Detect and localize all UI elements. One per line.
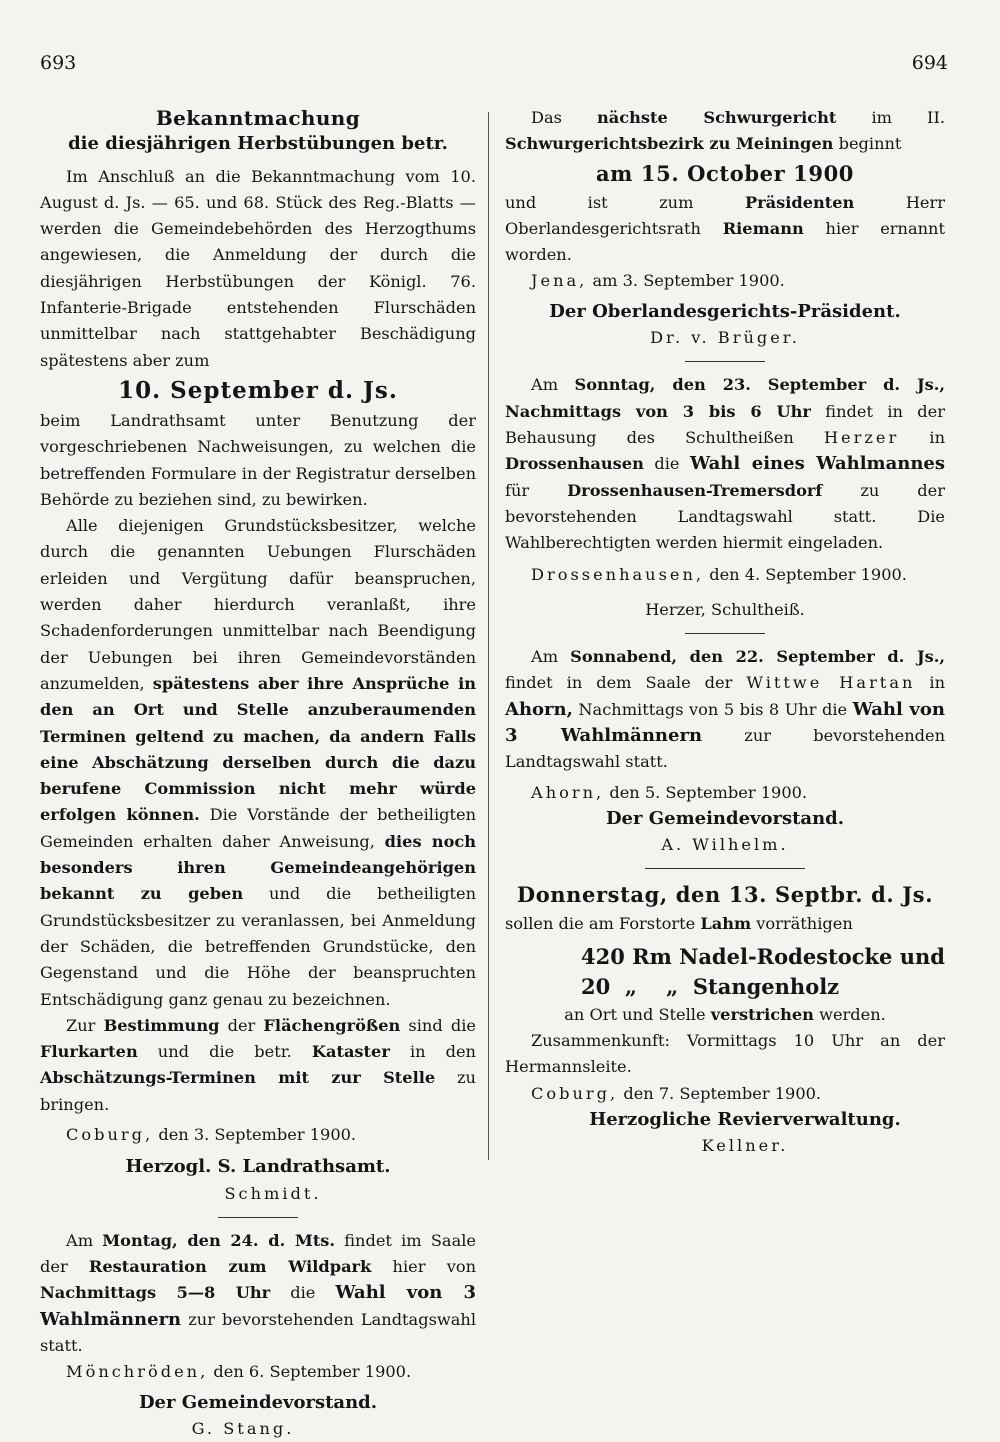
page-number-left: 693 <box>40 52 77 74</box>
court-date: am 15. October 1900 <box>595 160 855 186</box>
text: zur bevorstehenden Landtagswahl statt. <box>40 1309 476 1356</box>
place-date <box>40 1122 476 1148</box>
signature-name: A. Wilhelm. <box>661 835 789 855</box>
notice-paragraph <box>40 513 476 1013</box>
text: beginnt <box>838 134 902 154</box>
signature-name <box>505 597 945 623</box>
bold-text: Flurkarten <box>40 1042 138 1062</box>
notice-paragraph <box>505 911 945 937</box>
bold-text: Lahm <box>700 914 752 934</box>
text: Nachmittags von 5 bis 8 Uhr die <box>578 699 848 719</box>
page-number-right: 694 <box>911 52 948 74</box>
text: hier von <box>392 1257 477 1277</box>
text: Am <box>531 375 559 395</box>
text: Zur <box>66 1015 96 1035</box>
place-date <box>505 780 945 806</box>
notice-paragraph <box>505 1002 945 1028</box>
deadline-date: 10. September d. Js. <box>118 376 398 404</box>
bold-text: Montag, den 24. d. Mts. <box>102 1230 336 1250</box>
date: den 5. September 1900. <box>609 782 808 802</box>
auction-date: Donnerstag, den 13. Septbr. d. Js. <box>516 882 934 908</box>
bold-text: Wahl von 3 Wahlmännern <box>505 698 945 746</box>
text: hier ernannt worden. <box>505 218 945 265</box>
signature-office: Der Gemeindevorstand. <box>138 1391 378 1413</box>
signature-name: Kellner. <box>701 1136 789 1156</box>
text: für <box>505 480 530 500</box>
bold-text: Abschätzungs-Terminen mit zur Stelle <box>40 1068 436 1088</box>
notice-title: Bekanntmachung <box>155 106 361 130</box>
signature-office: Der Gemeindevorstand. <box>605 807 845 829</box>
text: findet im Saale der <box>40 1230 476 1277</box>
bold-text: spätestens aber ihre Ansprüche in den an Ort und Stelle anzuberaumenden Terminen geltend zu machen, da andern Falls eine Abschätzung derselben durch die dazu berufene Commission nicht mehr würde erfolgen können. <box>40 673 476 825</box>
place: Coburg, <box>531 1083 619 1103</box>
signature-office: Herzogl. S. Landrathsamt. <box>125 1156 391 1178</box>
bold-text: Ahorn, <box>505 698 573 720</box>
text: sind die <box>408 1015 476 1035</box>
notice-paragraph <box>40 1228 476 1359</box>
text: zu der bevorstehenden Landtagswahl statt. Die Wahlberechtigten werden hiermit eingeladen. <box>505 480 945 553</box>
signature-name: Dr. v. Brüger. <box>650 328 800 348</box>
notice-paragraph <box>505 644 945 775</box>
signature-office: Herzogliche Revierverwaltung. <box>589 1108 901 1130</box>
place: Ahorn, <box>531 782 605 802</box>
column-divider <box>488 112 489 1160</box>
text: findet in dem Saale der <box>505 673 733 693</box>
bold-text: nächste Schwurgericht <box>597 108 837 127</box>
bold-text: Riemann <box>722 218 804 238</box>
right-column <box>505 105 945 1160</box>
divider <box>685 361 765 362</box>
date: den 3. September 1900. <box>158 1124 357 1144</box>
text: an Ort und Stelle <box>564 1004 706 1024</box>
divider <box>218 1217 298 1218</box>
place: Coburg, <box>66 1124 154 1144</box>
place-date <box>505 268 945 294</box>
text: Herr Oberlandesgerichtsrath <box>505 192 945 238</box>
text: der <box>227 1015 256 1035</box>
place-date <box>505 562 945 588</box>
place-date <box>40 1359 476 1385</box>
bold-text: verstrichen <box>710 1004 814 1024</box>
notice-paragraph: Im Anschluß an die Bekanntmachung vom 10. August d. Js. — 65. und 68. Stück des Reg.-Blatts — werden die Gemeindebehörden des Herzogthums angewiesen, die Anmeldung der durch die diesjährigen Herbstübungen der Königl. 76. Infanterie-Brigade entstehenden Flurschäden unmittelbar nach stattgehabter Beschädigung spätestens aber zum <box>40 166 476 370</box>
text: und die betheiligten Grundstücksbesitzer zu veranlassen, bei Anmeldung der Schäden, die betreffenden Grundstücke, den Gegenstand und die Höhe der beanspruchten Entschädigung ganz genau zu bezeichnen. <box>40 884 476 1009</box>
text: Am <box>531 647 559 667</box>
bold-text: Flächengrößen <box>263 1015 401 1035</box>
text: findet in der Behausung des Schultheißen <box>505 401 945 447</box>
spaced-text: Herzer <box>823 427 900 447</box>
offer-line: 20 „ „ Stangenholz <box>581 973 840 999</box>
text: im II. <box>871 108 945 127</box>
text: in <box>929 427 945 447</box>
bold-text: Nachmittags 5—8 Uhr <box>40 1283 271 1303</box>
signature-office: Der Oberlandesgerichts-Präsident. <box>549 300 901 322</box>
text: zu bringen. <box>40 1068 476 1114</box>
text: und die betr. <box>157 1042 292 1062</box>
bold-text: Wahl eines Wahlmannes <box>689 453 945 475</box>
date: den 4. September 1900. <box>709 565 907 585</box>
text: Das <box>531 108 562 127</box>
place: Jena, <box>531 271 588 291</box>
text: zur bevorstehenden Landtagswahl statt. <box>505 725 945 772</box>
divider <box>685 633 765 634</box>
divider <box>645 868 805 869</box>
bold-text: Präsidenten <box>744 192 855 212</box>
date: am 3. September 1900. <box>592 271 785 291</box>
notice-paragraph <box>505 372 945 556</box>
text: und ist zum <box>505 192 694 212</box>
spaced-text: Wittwe Hartan <box>746 673 916 693</box>
text: vorräthigen <box>756 914 853 934</box>
text: Am <box>66 1230 94 1250</box>
notice-paragraph <box>505 105 945 158</box>
date: den 7. September 1900. <box>623 1083 822 1103</box>
bold-text: Sonnabend, den 22. September d. Js., <box>570 647 945 667</box>
place: Mönchröden, <box>66 1362 209 1382</box>
text: die <box>654 454 680 474</box>
bold-text: Drossenhausen-Tremersdorf <box>567 480 823 500</box>
bold-text: Drossenhausen <box>505 454 644 474</box>
bold-text: Sonntag, den 23. September d. Js., Nachmittags von 3 bis 6 Uhr <box>505 375 945 421</box>
signature-name: Schmidt. <box>224 1183 322 1203</box>
notice-paragraph: Zusammenkunft: Vormittags 10 Uhr an der Hermannsleite. <box>505 1031 945 1077</box>
text: werden. <box>819 1004 886 1024</box>
place: Drossenhausen, <box>531 565 705 585</box>
signature-name: G. Stang. <box>191 1418 295 1438</box>
bold-text: Wahl von 3 Wahlmännern <box>40 1282 476 1330</box>
notice-paragraph: beim Landrathsamt unter Benutzung der vorgeschriebenen Nachweisungen, zu welchen die betreffenden Formulare in der Registratur derselben Behörde zu beziehen sind, zu bewirken. <box>40 410 476 509</box>
bold-text: dies noch besonders ihren Gemeindeangehörigen bekannt zu geben <box>40 831 476 904</box>
offer-line: 420 Rm Nadel-Rodestocke und <box>581 943 945 969</box>
notice-paragraph <box>40 1013 476 1118</box>
text: sollen die am Forstorte <box>505 914 696 934</box>
signature-text: Herzer, Schultheiß. <box>645 599 805 619</box>
left-column <box>40 105 476 1442</box>
place-date <box>505 1081 945 1107</box>
text: Die Vorstände der betheiligten Gemeinden erhalten daher Anweisung, <box>40 805 476 851</box>
bold-text: Kataster <box>311 1042 390 1062</box>
bold-text: Restauration zum Wildpark <box>88 1257 372 1277</box>
bold-text: Schwurgerichtsbezirk zu Meiningen <box>505 134 834 154</box>
bold-text: Bestimmung <box>103 1015 220 1035</box>
notice-paragraph <box>505 190 945 269</box>
text: in <box>929 673 946 693</box>
date: den 6. September 1900. <box>213 1362 412 1382</box>
text: Alle diejenigen Grundstücksbesitzer, welche durch die genannten Uebungen Flurschäden erleiden und Vergütung dafür beanspruchen, werden daher hierdurch veranlaßt, ihre Schadenforderungen unmittelbar nach Beendigung der Uebungen bei ihren Gemeindevorständen anzumelden, <box>40 516 476 693</box>
notice-subtitle: die diesjährigen Herbstübungen betr. <box>68 133 448 155</box>
text: in den <box>409 1042 476 1062</box>
text: die <box>290 1283 316 1303</box>
